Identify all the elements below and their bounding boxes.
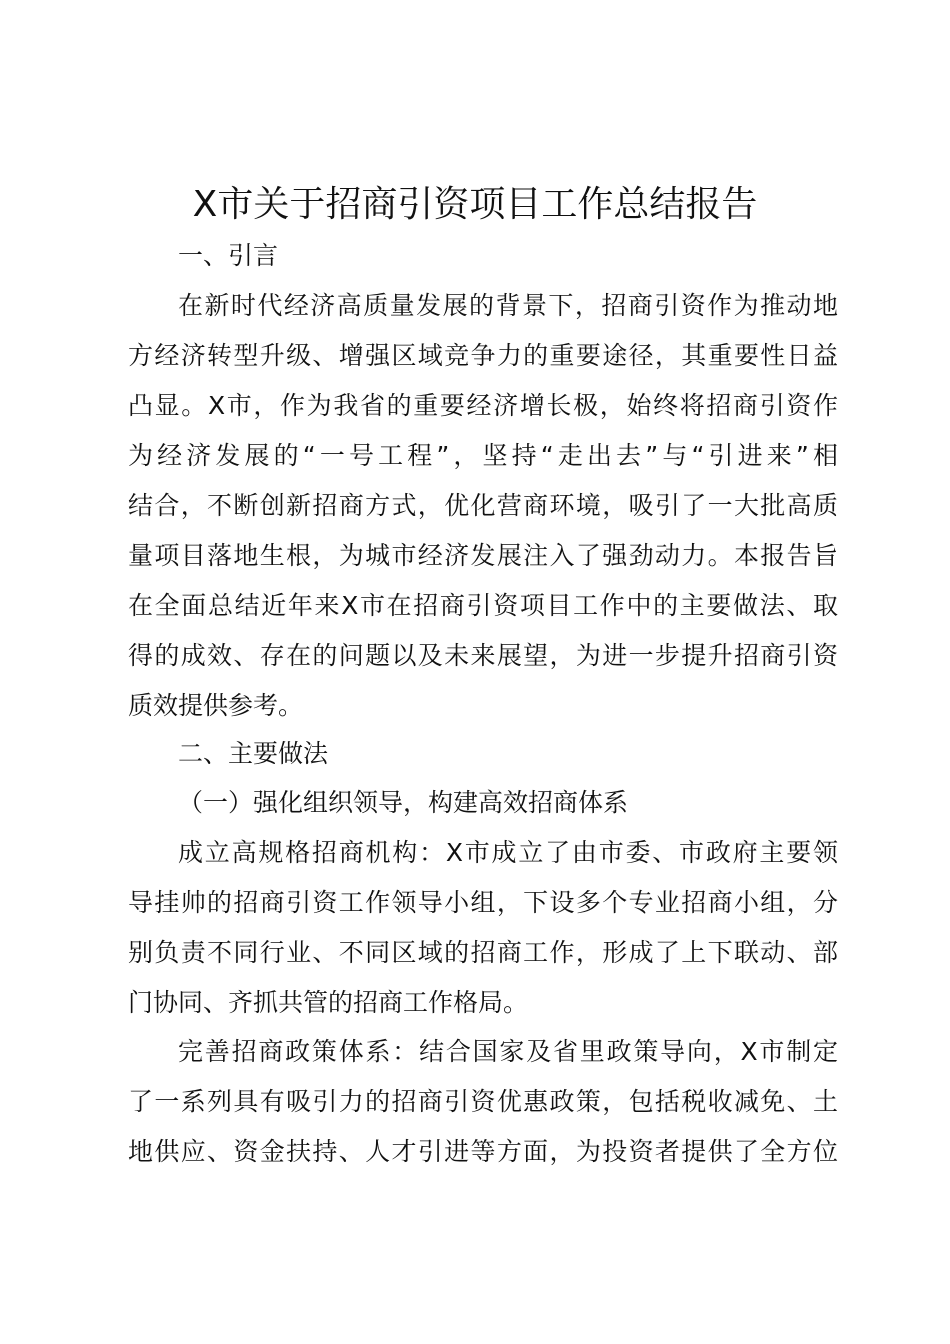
- section-heading-main-practices: 二、主要做法: [178, 739, 329, 768]
- paragraph-line: 在新时代经济高质量发展的背景下，招商引资作为推动地: [178, 291, 838, 320]
- paragraph-line: 别负责不同行业、不同区域的招商工作，形成了上下联动、部: [128, 938, 838, 967]
- paragraph-line: 量项目落地生根，为城市经济发展注入了强劲动力。本报告旨: [128, 541, 838, 570]
- paragraph-line: 得的成效、存在的问题以及未来展望，为进一步提升招商引资: [128, 641, 838, 670]
- paragraph-line: 了一系列具有吸引力的招商引资优惠政策，包括税收减免、土: [128, 1087, 838, 1116]
- paragraph-policy-system: [128, 1027, 838, 1177]
- paragraph-investment-agency: [128, 828, 838, 1028]
- paragraph-line: 在全面总结近年来X市在招商引资项目工作中的主要做法、取: [128, 591, 838, 620]
- paragraph-line: 方经济转型升级、增强区域竞争力的重要途径，其重要性日益: [128, 341, 838, 370]
- document-title: X市关于招商引资项目工作总结报告: [192, 184, 758, 225]
- paragraph-line: 结合，不断创新招商方式，优化营商环境，吸引了一大批高质: [128, 491, 838, 520]
- subsection-heading-organization: （一）强化组织领导，构建高效招商体系: [178, 788, 629, 817]
- paragraph-line: 导挂帅的招商引资工作领导小组，下设多个专业招商小组，分: [128, 888, 838, 917]
- paragraph-line: 门协同、齐抓共管的招商工作格局。: [128, 988, 529, 1017]
- paragraph-line: 完善招商政策体系：结合国家及省里政策导向，X市制定: [178, 1037, 838, 1066]
- paragraph-line: 凸显。X市，作为我省的重要经济增长极，始终将招商引资作: [128, 391, 838, 420]
- paragraph-introduction: [128, 281, 838, 731]
- paragraph-line: 地供应、资金扶持、人才引进等方面，为投资者提供了全方位: [128, 1137, 838, 1166]
- paragraph-line: 成立高规格招商机构：X市成立了由市委、市政府主要领: [178, 838, 838, 867]
- paragraph-line: 质效提供参考。: [128, 691, 304, 720]
- paragraph-line: 为经济发展的“一号工程”，坚持“走出去”与“引进来”相: [128, 441, 838, 470]
- section-heading-introduction: 一、引言: [178, 241, 279, 270]
